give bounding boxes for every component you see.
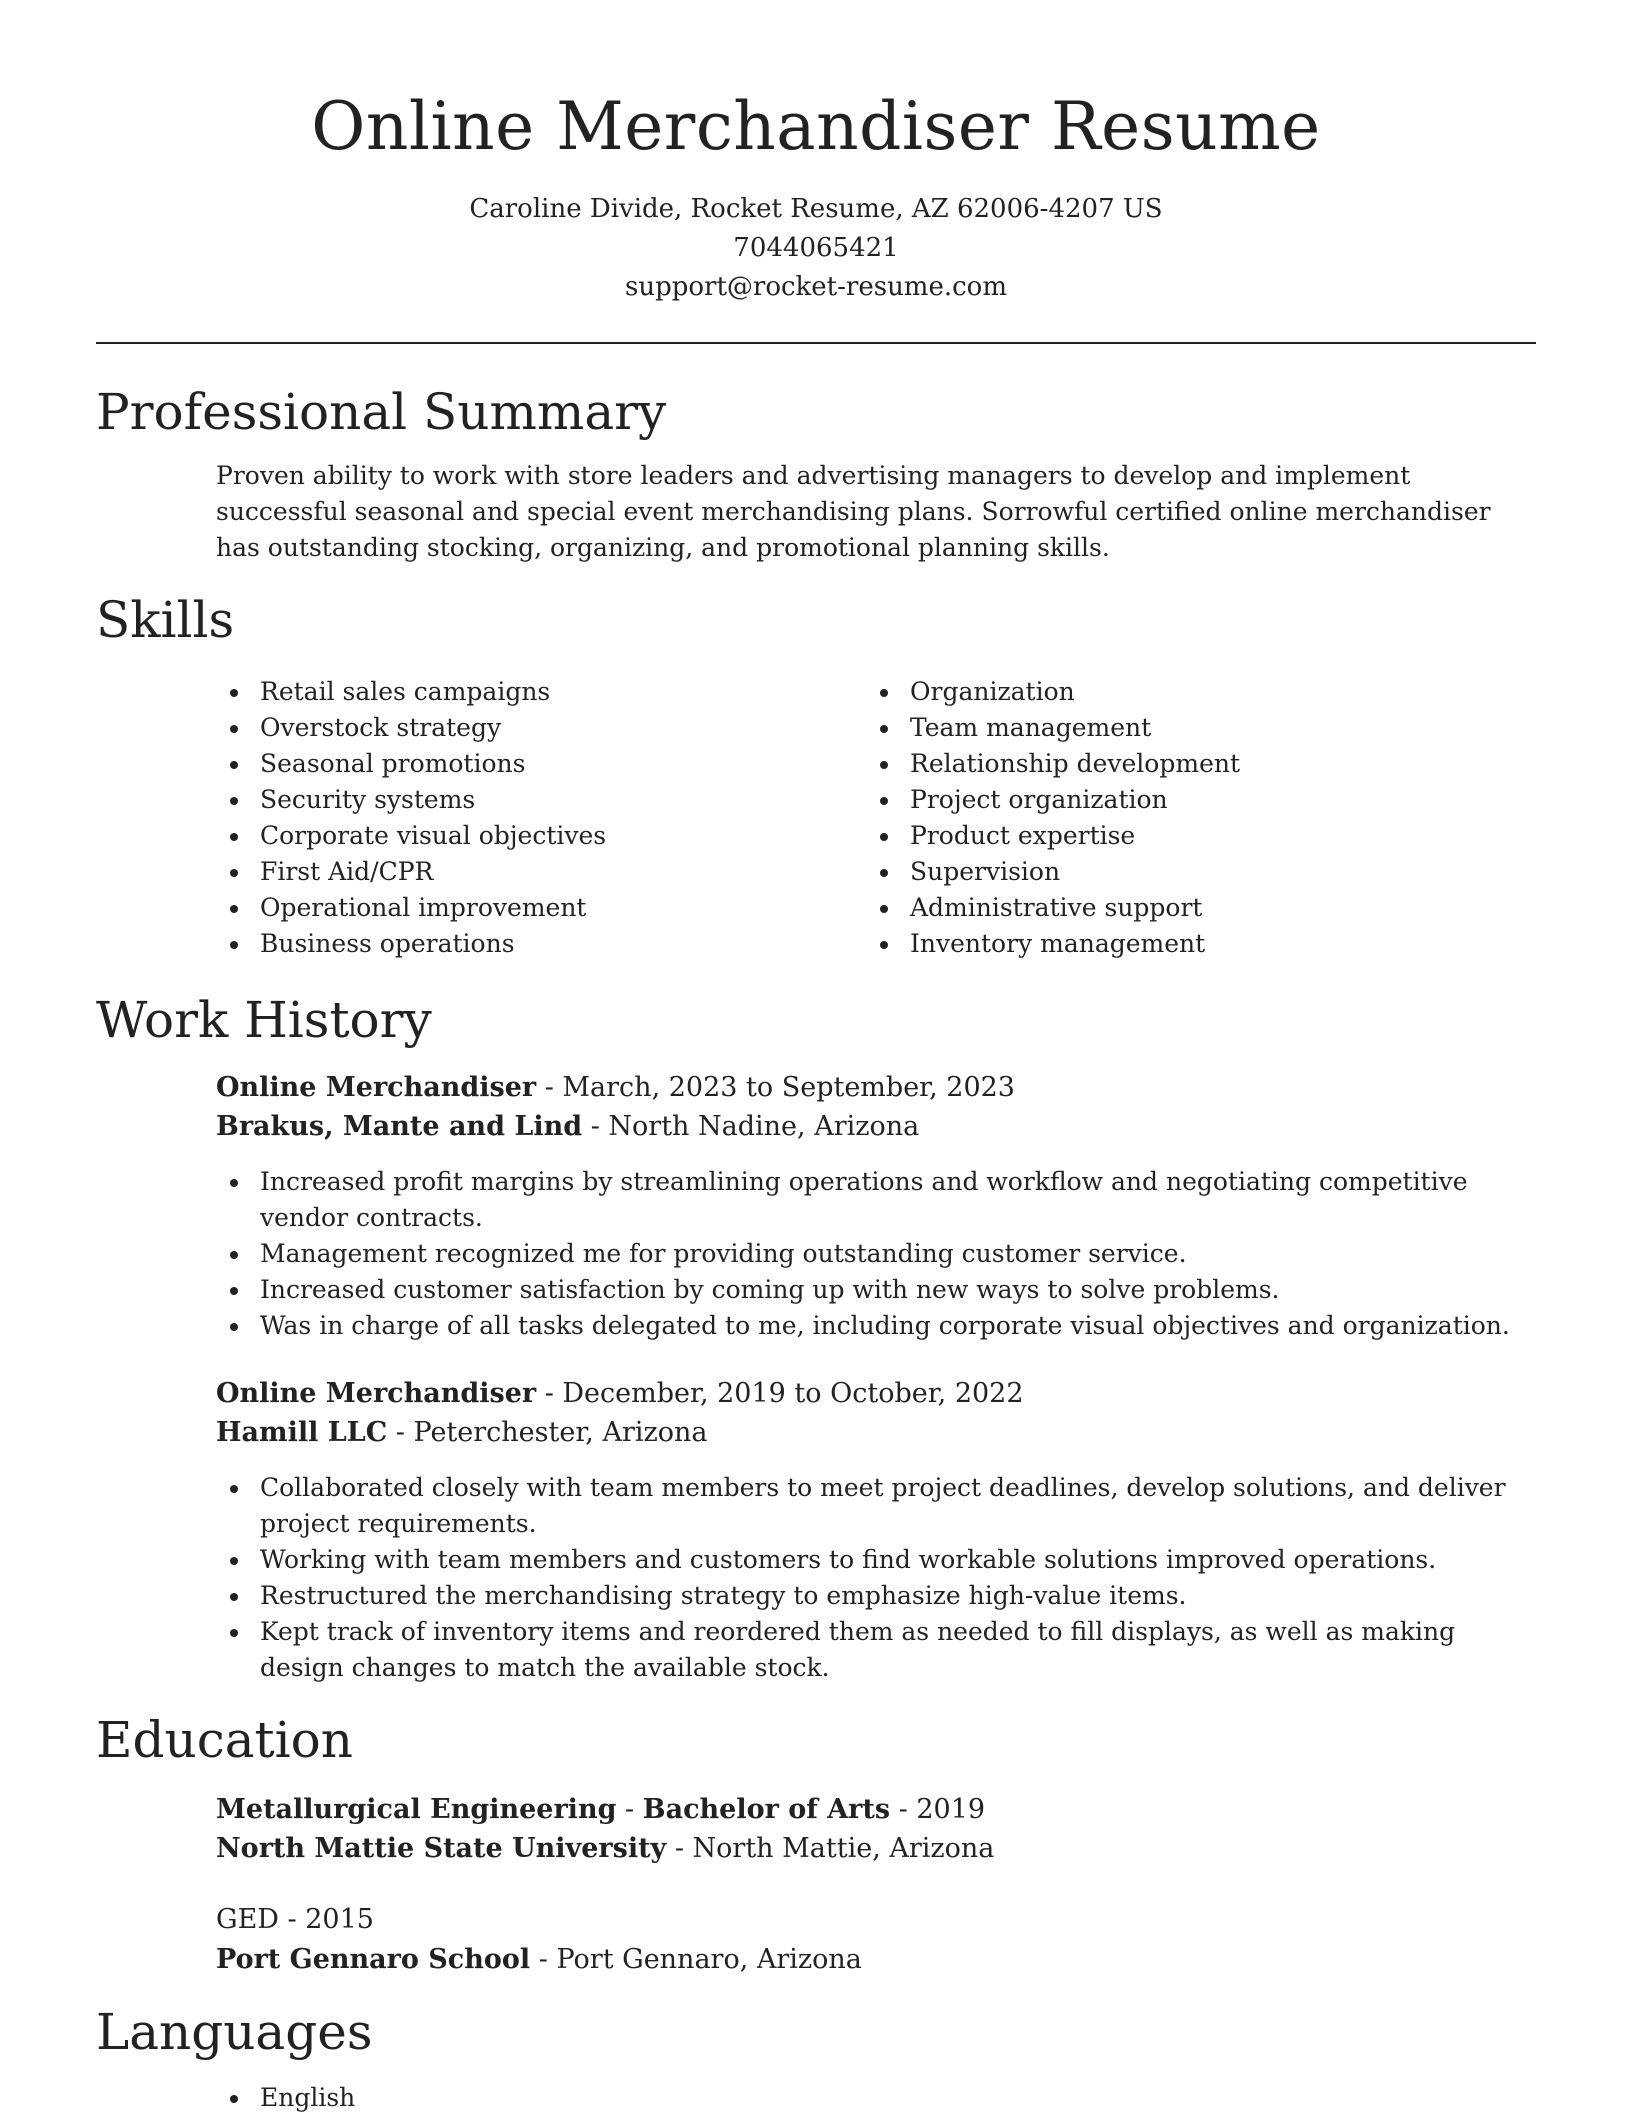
- skill-item: Operational improvement: [216, 890, 856, 926]
- languages-list: [216, 2080, 1516, 2116]
- languages-heading: Languages: [96, 2003, 373, 2061]
- summary-heading: Professional Summary: [96, 383, 667, 441]
- skills-heading: Skills: [96, 591, 235, 649]
- job-bullet: Was in charge of all tasks delegated to me, including corporate visual objectives and organization.: [216, 1308, 1516, 1344]
- education-degree-line: GED - 2015: [216, 1904, 374, 1935]
- education-heading: Education: [96, 1711, 353, 1769]
- skill-item: Corporate visual objectives: [216, 818, 856, 854]
- job-company-line: Brakus, Mante and Lind - North Nadine, Arizona: [216, 1111, 920, 1142]
- skill-item: Team management: [866, 710, 1506, 746]
- education-school-line: Port Gennaro School - Port Gennaro, Arizona: [216, 1944, 862, 1975]
- skills-column-left: [216, 674, 856, 962]
- contact-email: support@rocket-resume.com: [624, 272, 1007, 302]
- job-bullet: Increased profit margins by streamlining operations and workflow and negotiating competitive vendor contracts.: [216, 1164, 1516, 1236]
- contact-phone: 7044065421: [733, 233, 899, 263]
- job-bullet: Working with team members and customers to find workable solutions improved operations.: [216, 1542, 1516, 1578]
- contact-address: Caroline Divide, Rocket Resume, AZ 62006-4207 US: [469, 194, 1163, 224]
- education-degree-line: Metallurgical Engineering - Bachelor of Arts - 2019: [216, 1794, 986, 1825]
- resume-title: Online Merchandiser Resume: [311, 88, 1321, 165]
- education-school-line: North Mattie State University - North Mattie, Arizona: [216, 1833, 995, 1864]
- summary-text: Proven ability to work with store leaders and advertising managers to develop and implement successful seasonal and special event merchandising plans. Sorrowful certified online merchandiser has outstanding stocking, organizing, and promotional planning skills.: [216, 461, 1491, 562]
- job-bullet: Management recognized me for providing outstanding customer service.: [216, 1236, 1516, 1272]
- job-bullets: [216, 1164, 1516, 1344]
- skill-item: Seasonal promotions: [216, 746, 856, 782]
- skill-item: Security systems: [216, 782, 856, 818]
- skill-item: Retail sales campaigns: [216, 674, 856, 710]
- skill-item: Supervision: [866, 854, 1506, 890]
- language-item: English: [216, 2080, 1516, 2116]
- skills-column-right: [866, 674, 1506, 962]
- header-divider: [96, 342, 1536, 344]
- skill-item: Overstock strategy: [216, 710, 856, 746]
- skill-item: First Aid/CPR: [216, 854, 856, 890]
- job-bullet: Collaborated closely with team members to meet project deadlines, develop solutions, and deliver project requirements.: [216, 1470, 1516, 1542]
- skill-item: Project organization: [866, 782, 1506, 818]
- work-history-heading: Work History: [96, 991, 432, 1049]
- job-title-line: Online Merchandiser - March, 2023 to September, 2023: [216, 1072, 1015, 1103]
- skill-item: Relationship development: [866, 746, 1506, 782]
- job-bullet: Kept track of inventory items and reordered them as needed to fill displays, as well as making design changes to match the available stock.: [216, 1614, 1516, 1686]
- job-company-line: Hamill LLC - Peterchester, Arizona: [216, 1417, 708, 1448]
- skill-item: Inventory management: [866, 926, 1506, 962]
- skill-item: Business operations: [216, 926, 856, 962]
- job-title-line: Online Merchandiser - December, 2019 to October, 2022: [216, 1378, 1024, 1409]
- skill-item: Organization: [866, 674, 1506, 710]
- job-bullet: Increased customer satisfaction by coming up with new ways to solve problems.: [216, 1272, 1516, 1308]
- skill-item: Administrative support: [866, 890, 1506, 926]
- resume-header: [96, 82, 1536, 307]
- skill-item: Product expertise: [866, 818, 1506, 854]
- job-bullet: Restructured the merchandising strategy to emphasize high-value items.: [216, 1578, 1516, 1614]
- job-bullets: [216, 1470, 1516, 1686]
- contact-info: [96, 190, 1536, 307]
